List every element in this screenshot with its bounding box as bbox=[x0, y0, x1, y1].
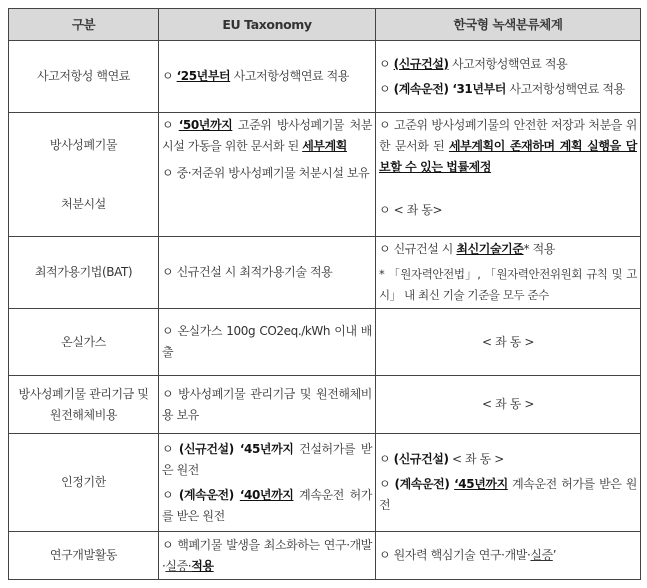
text-segment: ㅇ 핵폐기물 발생을 최소화하는 연구·개발· bbox=[162, 537, 372, 573]
cell-paragraph bbox=[379, 474, 637, 516]
cell-paragraph bbox=[379, 449, 637, 470]
table-row bbox=[9, 434, 641, 532]
text-segment: 사고저항성핵연료 적용 bbox=[505, 81, 625, 96]
table-row bbox=[9, 532, 641, 580]
text-segment: < 좌 동 > bbox=[448, 452, 504, 466]
category-cell bbox=[9, 376, 159, 434]
table-row bbox=[9, 309, 641, 376]
cell-paragraph bbox=[162, 115, 372, 157]
text-segment: ㅇ bbox=[162, 441, 179, 456]
cell-paragraph bbox=[162, 262, 372, 283]
text-segment: 계속운전 허가를 받은 원전 bbox=[162, 487, 373, 523]
cell-paragraph bbox=[379, 54, 637, 75]
eu-taxonomy-cell bbox=[159, 376, 376, 434]
korean-taxonomy-cell bbox=[376, 532, 641, 580]
text-segment: ㅇ bbox=[162, 487, 179, 502]
cell-paragraph bbox=[379, 394, 637, 415]
text-segment: 세부계획이 존재하며 계획 실행을 담보할 수 있는 법률제정 bbox=[379, 139, 637, 174]
text-segment: ㅇ bbox=[379, 56, 394, 71]
text-segment: ‘40년까지 bbox=[239, 487, 294, 502]
text-segment: (신규건설) bbox=[393, 56, 449, 71]
cell-paragraph bbox=[379, 115, 637, 178]
cell-paragraph bbox=[379, 545, 637, 566]
cell-paragraph bbox=[162, 439, 372, 481]
category-cell bbox=[9, 532, 159, 580]
category-label: 처분시설 bbox=[61, 196, 106, 211]
korean-taxonomy-cell bbox=[376, 41, 641, 113]
korean-taxonomy-cell bbox=[376, 376, 641, 434]
text-segment: ‘50년까지 bbox=[178, 118, 233, 132]
text-segment: ‘25년부터 bbox=[176, 69, 231, 83]
text-segment: ㅇ bbox=[162, 118, 179, 132]
text-segment: ㅇ bbox=[162, 69, 177, 83]
table-row bbox=[9, 237, 641, 309]
text-segment: (계속운전) bbox=[394, 477, 455, 491]
text-segment: * 적용 bbox=[523, 242, 555, 256]
text-segment: ㅇ 중·저준위 방사성폐기물 처분시설 보유 bbox=[162, 166, 370, 180]
text-segment: ㅇ bbox=[379, 81, 394, 96]
eu-taxonomy-cell bbox=[159, 113, 376, 237]
eu-taxonomy-cell bbox=[159, 41, 376, 113]
cell-paragraph bbox=[162, 485, 372, 527]
category-label: 방사성폐기물 bbox=[49, 137, 118, 152]
category-label: 최적가용기법(BAT) bbox=[34, 265, 133, 279]
header-category: 구분 bbox=[9, 9, 159, 41]
category-cell bbox=[9, 237, 159, 309]
cell-paragraph bbox=[379, 264, 637, 306]
korean-taxonomy-cell bbox=[376, 309, 641, 376]
cell-paragraph bbox=[162, 384, 372, 426]
text-segment: 적용 bbox=[191, 558, 214, 573]
text-segment: ㅇ < 좌 동> bbox=[379, 203, 443, 217]
text-segment: 건설허가를 받은 원전 bbox=[162, 441, 373, 477]
text-segment: ㅇ 고준위 방사성폐기물의 안전한 저장과 처분을 위한 문서화 된 bbox=[379, 118, 637, 153]
table-row bbox=[9, 113, 641, 237]
header-eu-taxonomy: EU Taxonomy bbox=[159, 9, 376, 41]
text-segment: 최신기술기준 bbox=[456, 242, 524, 256]
text-segment: ㅇ 방사성폐기물 관리기금 및 원전해체비용 보유 bbox=[162, 386, 372, 422]
text-segment: ‘45년까지 bbox=[454, 477, 508, 491]
text-segment: ㅇ bbox=[379, 477, 395, 491]
text-segment: 실증· bbox=[165, 558, 192, 573]
text-segment: 고준위 방사성폐기물 처분시설 가동을 위한 문서화 된 bbox=[162, 118, 373, 153]
category-cell bbox=[9, 434, 159, 532]
header-korean-taxonomy: 한국형 녹색분류체계 bbox=[376, 9, 641, 41]
text-segment: < 좌 동 > bbox=[482, 397, 534, 411]
category-label: 방사성폐기물 관리기금 및 원전해체비용 bbox=[18, 386, 149, 422]
text-segment: 사고저항성핵연료 적용 bbox=[448, 56, 568, 71]
cell-paragraph bbox=[162, 535, 372, 577]
eu-taxonomy-cell bbox=[159, 309, 376, 376]
cell-paragraph bbox=[379, 200, 637, 221]
text-segment: ㅇ bbox=[379, 452, 394, 466]
text-segment: < 좌 동 > bbox=[482, 334, 534, 349]
korean-taxonomy-cell bbox=[376, 113, 641, 237]
eu-taxonomy-cell bbox=[159, 532, 376, 580]
cell-paragraph bbox=[162, 66, 372, 87]
comparison-table bbox=[8, 8, 641, 580]
category-stack bbox=[12, 116, 155, 234]
text-segment: ㅇ 온실가스 100g CO2eq./kWh 이내 배출 bbox=[162, 324, 372, 359]
text-segment: ㅇ 신규건설 시 bbox=[379, 242, 457, 256]
category-label: 인정기한 bbox=[61, 475, 106, 489]
category-cell bbox=[9, 41, 159, 113]
category-label: 사고저항성 핵연료 bbox=[37, 69, 130, 83]
korean-taxonomy-cell bbox=[376, 237, 641, 309]
korean-taxonomy-cell bbox=[376, 434, 641, 532]
text-segment: (신규건설) ‘45년까지 bbox=[178, 441, 294, 456]
cell-paragraph bbox=[379, 332, 637, 353]
cell-paragraph bbox=[162, 321, 372, 363]
category-cell bbox=[9, 309, 159, 376]
category-label: 연구개발활동 bbox=[49, 548, 118, 562]
text-segment: ㅇ 원자력 핵심기술 연구·개발· bbox=[379, 548, 531, 562]
text-segment: 세부계획 bbox=[302, 139, 347, 153]
text-segment: 실증 bbox=[530, 548, 553, 562]
cell-paragraph bbox=[379, 79, 637, 100]
text-segment: (신규건설) bbox=[393, 452, 449, 466]
text-segment: 사고저항성핵연료 적용 bbox=[230, 69, 349, 83]
text-segment: * 「원자력안전법」, 「원자력안전위원회 규칙 및 고시」 내 최신 기술 기준을 모두 준수 bbox=[379, 267, 637, 302]
table-row bbox=[9, 41, 641, 113]
cell-paragraph bbox=[162, 163, 372, 184]
text-segment: ㅇ 신규건설 시 최적가용기술 적용 bbox=[162, 265, 333, 279]
eu-taxonomy-cell bbox=[159, 434, 376, 532]
cell-paragraph bbox=[379, 239, 637, 260]
category-cell bbox=[9, 113, 159, 237]
text-segment: (계속운전) ‘31년부터 bbox=[393, 81, 506, 96]
text-segment: (계속운전) bbox=[178, 487, 240, 502]
eu-taxonomy-cell bbox=[159, 237, 376, 309]
text-segment: ’ bbox=[552, 548, 557, 562]
table-row bbox=[9, 376, 641, 434]
header-row bbox=[9, 9, 641, 41]
category-label: 온실가스 bbox=[61, 334, 106, 349]
text-segment: 계속운전 허가를 받은 원전 bbox=[379, 477, 637, 512]
